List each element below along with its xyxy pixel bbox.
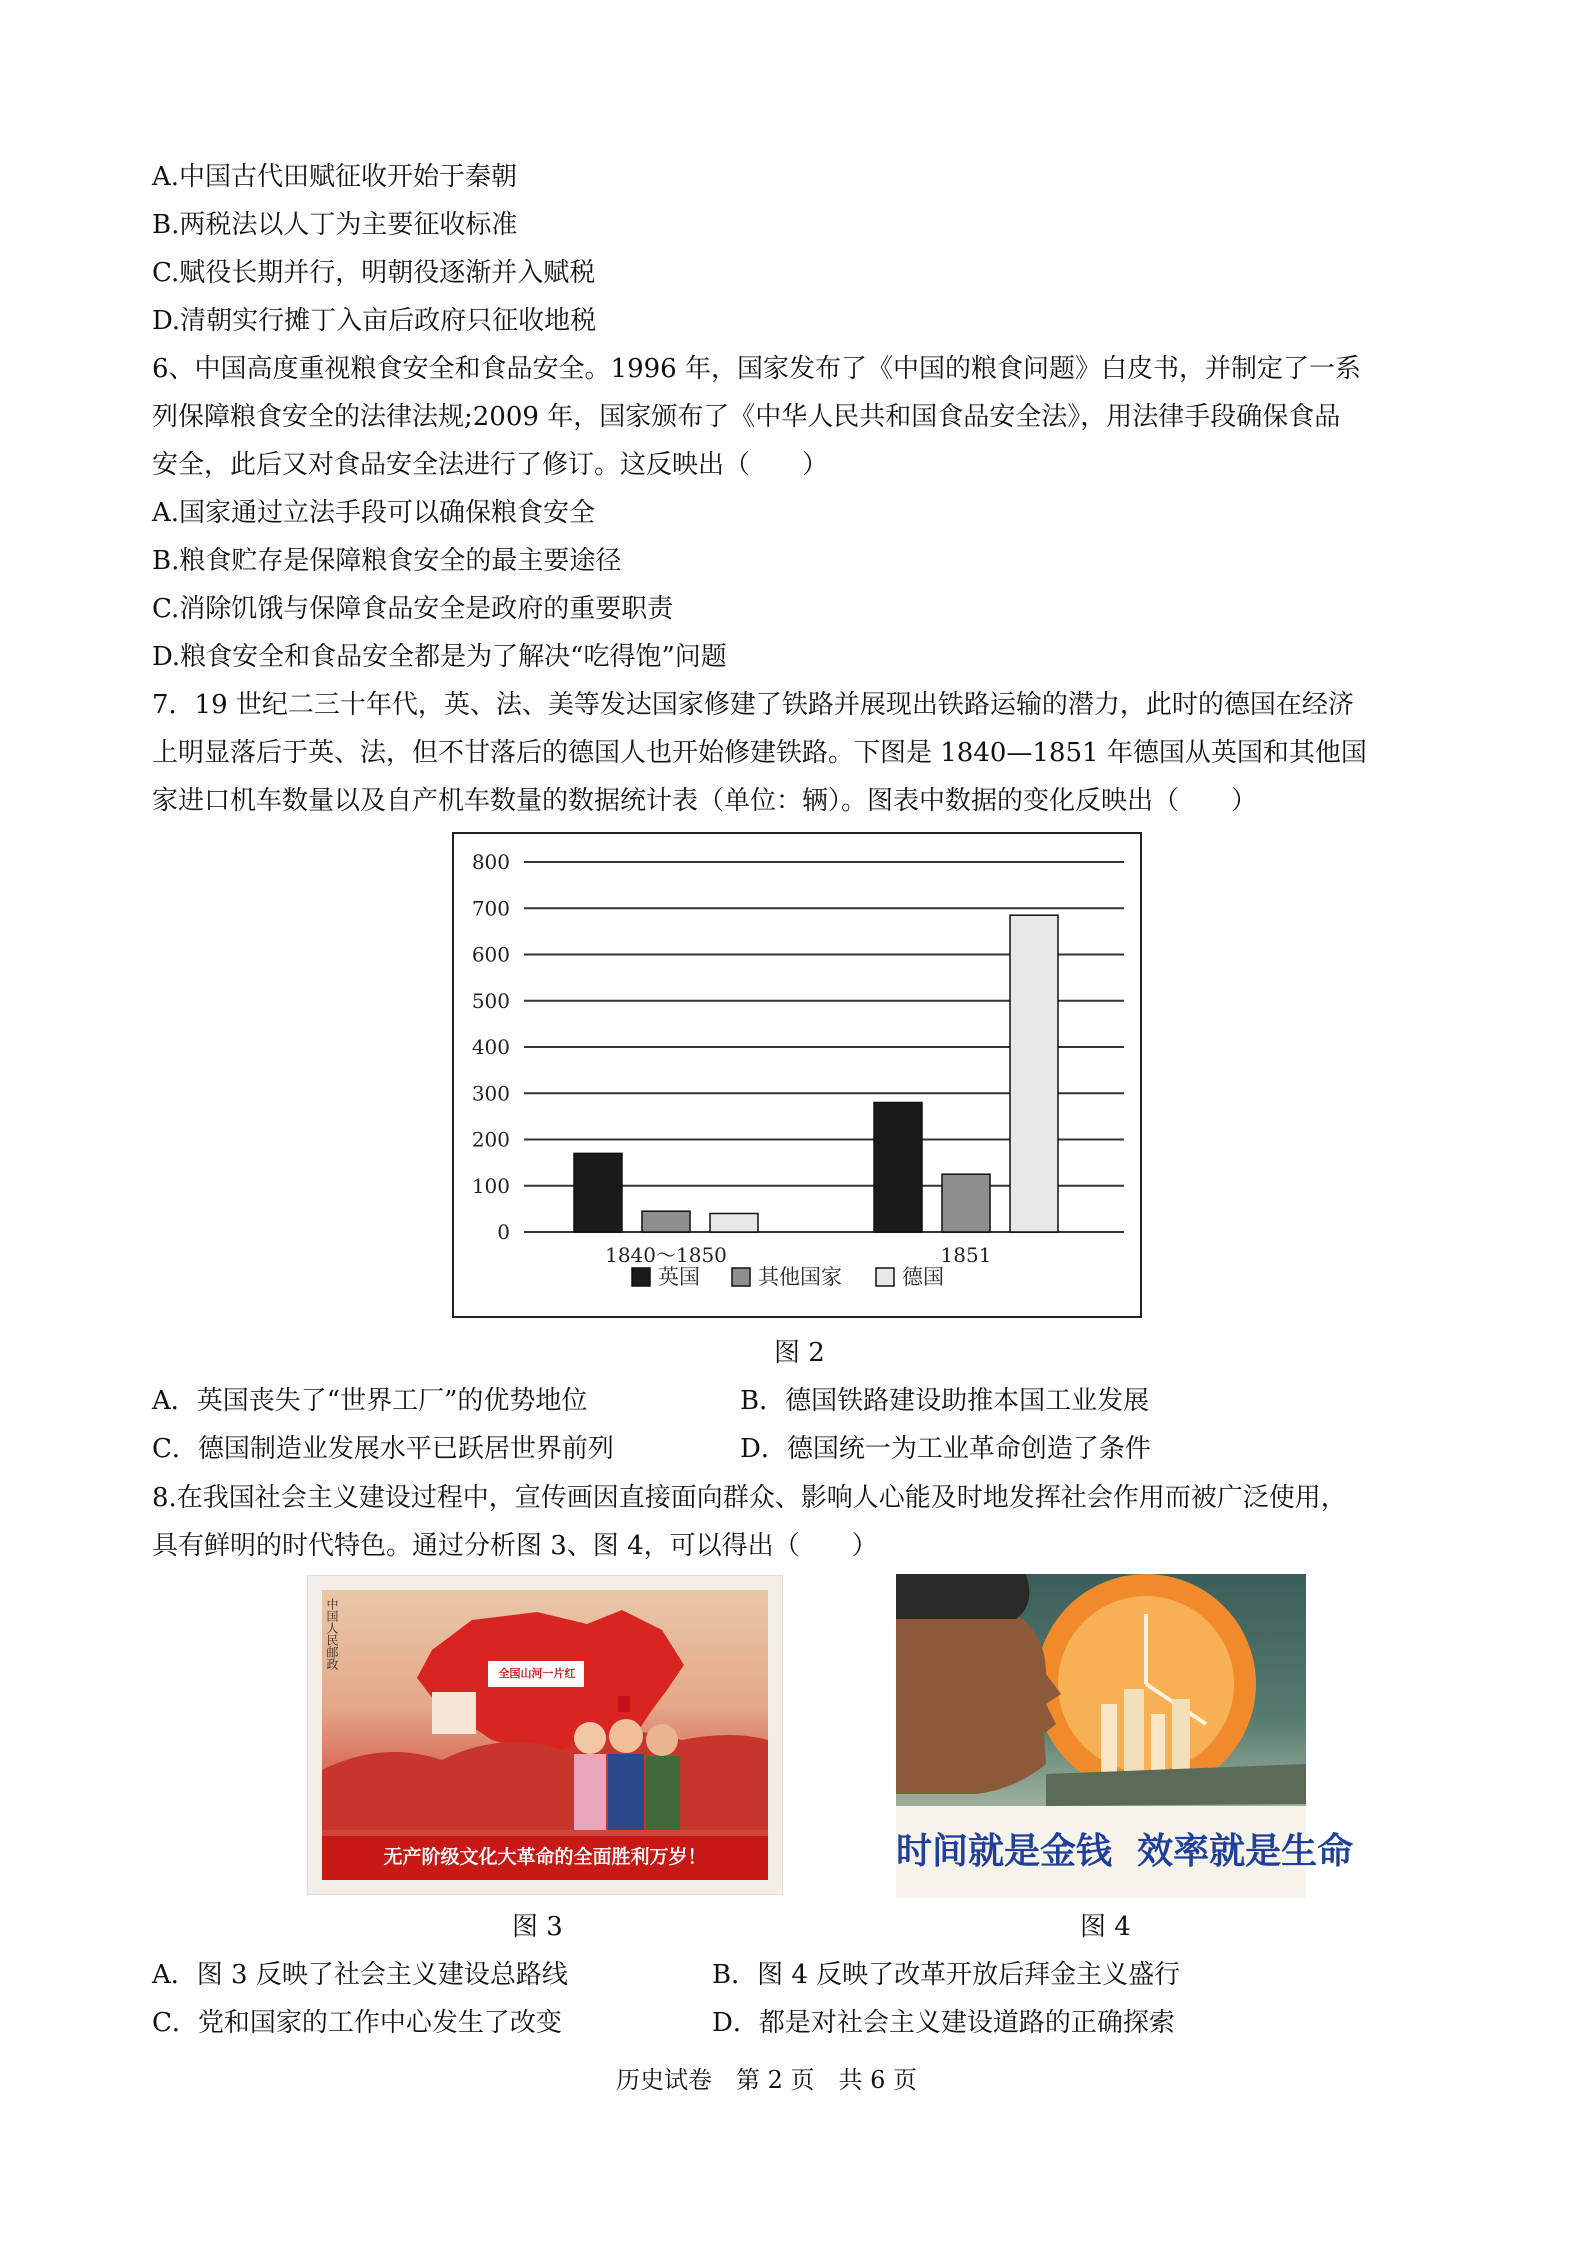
- q7-stem-line: 上明显落后于英、法，但不甘落后的德国人也开始修建铁路。下图是 1840—1851 年德国从英国和其他国: [152, 738, 1367, 768]
- building: [1172, 1699, 1190, 1774]
- building: [1101, 1704, 1117, 1774]
- figure-4-poster: [896, 1574, 1354, 1898]
- figure-3-caption: 图 3: [512, 1912, 563, 1942]
- q5-option-c: C.赋役长期并行，明朝役逐渐并入赋税: [152, 258, 596, 288]
- figure-2-caption: 图 2: [774, 1338, 825, 1368]
- y-tick-label: 400: [471, 1035, 510, 1059]
- legend-label: 英国: [658, 1265, 700, 1289]
- stamp-artwork: [322, 1590, 768, 1880]
- legend-swatch: [632, 1268, 650, 1286]
- q8-stem-line: 8.在我国社会主义建设过程中，宣传画因直接面向群众、影响人心能及时地发挥社会作用而被广泛使用，: [152, 1483, 1347, 1513]
- face-profile: [896, 1614, 1061, 1794]
- q6-stem-line: 安全，此后又对食品安全法进行了修订。这反映出（ ）: [152, 450, 829, 480]
- q6-option-d: D.粮食安全和食品安全都是为了解决“吃得饱”问题: [152, 642, 727, 672]
- figure-2-chart: [452, 832, 1142, 1318]
- q6-option-a: A.国家通过立法手段可以确保粮食安全: [152, 498, 596, 528]
- q7-stem: [152, 681, 1442, 825]
- building: [1151, 1714, 1165, 1774]
- legend-swatch: [876, 1268, 894, 1286]
- building: [1124, 1689, 1144, 1774]
- red-book: [618, 1696, 630, 1712]
- stamp-top-slogan: 全国山河一片红: [498, 1667, 576, 1680]
- figure-3-stamp: [308, 1576, 782, 1894]
- figure-head: [609, 1719, 643, 1753]
- bar: [642, 1211, 690, 1232]
- q6-option-c: C.消除饥饿与保障食品安全是政府的重要职责: [152, 594, 674, 624]
- q8-option-b: B．图 4 反映了改革开放后拜金主义盛行: [712, 1960, 1181, 1990]
- q5-option-b: B.两税法以人丁为主要征收标准: [152, 210, 518, 240]
- q8-option-d: D．都是对社会主义建设道路的正确探索: [712, 2008, 1175, 2038]
- y-tick-label: 200: [471, 1127, 510, 1152]
- q8-option-c: C．党和国家的工作中心发生了改变: [152, 2008, 562, 2038]
- q8-option-a: A．图 3 反映了社会主义建设总路线: [152, 1960, 568, 1990]
- x-tick-label: 1851: [940, 1243, 992, 1267]
- stamp-vertical-text: 中国人民邮政: [325, 1598, 339, 1670]
- worker-body: [608, 1754, 644, 1830]
- bar: [942, 1174, 990, 1232]
- bar: [874, 1103, 922, 1233]
- y-tick-label: 100: [471, 1173, 510, 1198]
- q6-stem-line: 6、中国高度重视粮食安全和食品安全。1996 年，国家发布了《中国的粮食问题》白皮书，并制定了一系: [152, 354, 1361, 384]
- stamp-illustration: [322, 1590, 768, 1880]
- legend-label: 其他国家: [758, 1265, 842, 1289]
- figure-4-caption: 图 4: [1080, 1912, 1131, 1942]
- small-placard: [432, 1692, 476, 1734]
- q6-stem-line: 列保障粮食安全的法律法规;2009 年，国家颁布了《中华人民共和国食品安全法》，用法律手段确保食品: [152, 402, 1341, 432]
- stamp-bottom-slogan: 无产阶级文化大革命的全面胜利万岁！: [383, 1846, 707, 1868]
- bar: [710, 1214, 758, 1233]
- y-tick-label: 500: [471, 988, 510, 1013]
- q7-option-b: B．德国铁路建设助推本国工业发展: [740, 1386, 1150, 1416]
- girl-body: [574, 1754, 606, 1830]
- q8-stem: [152, 1474, 1442, 1570]
- y-tick-label: 300: [471, 1081, 510, 1106]
- q7-option-a: A．英国丧失了“世界工厂”的优势地位: [152, 1386, 588, 1416]
- y-tick-label: 800: [471, 850, 510, 874]
- soldier-body: [646, 1756, 680, 1830]
- x-tick-label: 1840～1850: [605, 1243, 727, 1267]
- page-footer: 历史试卷 第 2 页 共 6 页: [616, 2066, 918, 2094]
- q7-option-c: C．德国制造业发展水平已跃居世界前列: [152, 1434, 614, 1464]
- poster-slogan: 时间就是金钱 效率就是生命: [896, 1831, 1354, 1872]
- q7-stem-line: 7．19 世纪二三十年代，英、法、美等发达国家修建了铁路并展现出铁路运输的潜力，此时的德国在经济: [152, 690, 1354, 720]
- q6-option-b: B.粮食贮存是保障粮食安全的最主要途径: [152, 546, 622, 576]
- crowd-shape: [322, 1732, 768, 1830]
- y-tick-label: 700: [471, 896, 510, 921]
- q8-stem-line: 具有鲜明的时代特色。通过分析图 3、图 4，可以得出（ ）: [152, 1531, 878, 1561]
- q6-stem: [152, 345, 1442, 489]
- bar: [1010, 915, 1058, 1232]
- hair: [896, 1574, 1029, 1619]
- y-tick-label: 0: [497, 1220, 510, 1244]
- q7-stem-line: 家进口机车数量以及自产机车数量的数据统计表（单位：辆）。图表中数据的变化反映出（ ）: [152, 786, 1258, 816]
- q5-option-a: A.中国古代田赋征收开始于秦朝: [152, 162, 518, 192]
- legend-swatch: [732, 1268, 750, 1286]
- q5-option-d: D.清朝实行摊丁入亩后政府只征收地税: [152, 306, 597, 336]
- legend-label: 德国: [902, 1265, 944, 1289]
- figure-head: [574, 1722, 606, 1754]
- q7-option-d: D．德国统一为工业革命创造了条件: [740, 1434, 1151, 1464]
- y-tick-label: 600: [471, 942, 510, 967]
- bar: [574, 1153, 622, 1232]
- bar-chart: [454, 834, 1140, 1316]
- figure-head: [646, 1724, 678, 1756]
